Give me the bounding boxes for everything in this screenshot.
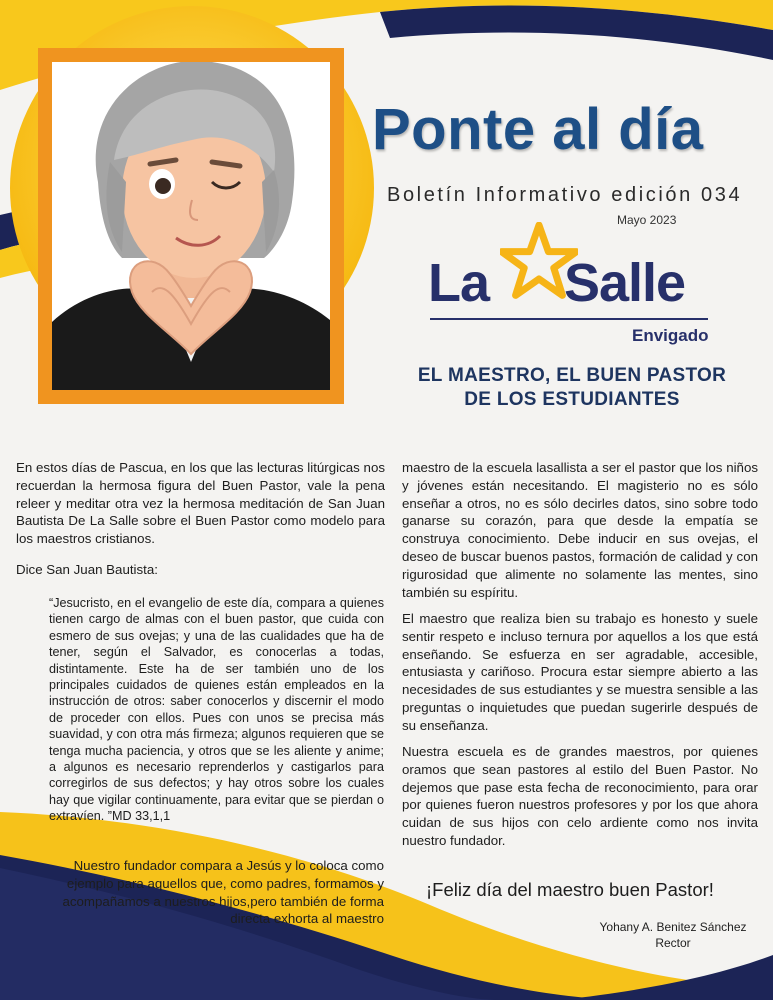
page-title: Ponte al día [372,97,704,162]
headline-line-2: DE LOS ESTUDIANTES [464,389,680,410]
signature-block [588,920,758,951]
right-paragraph-3: Nuestra escuela es de grandes maestros, por quienes oramos que sean pastores al estilo del Buen Pastor. No dejemos que pase esta fecha de reconocimiento, para orar por quienes fueron nuestros profesores y por los que ahora cuidan de sus hijos con celo ardiente como nos invita nuestro fundador. [402,744,758,848]
logo-text-la: La [428,253,490,313]
signer-name: Yohany A. Benitez Sánchez [599,920,747,934]
logo-divider [430,318,708,320]
right-paragraph-1: maestro de la escuela lasallista a ser el pastor que los niños y jóvenes están necesitando. El magisterio no es sólo enseñar a otros, no es sólo decirles datos, sino sobre todo ganarse su corazón, para que desde la empatía se construya conocimiento. Debe inducir en sus ovejas, el deseo de buscar buenos pastos, formación de calidad y con rigurosidad que alimente no solamente las mentes, sino también su espíritu. [402,460,758,600]
dice-line: Dice San Juan Bautista: [16,562,158,577]
intro-paragraph: En estos días de Pascua, en los que las lecturas litúrgicas nos recuerdan la hermosa figura del Buen Pastor, vale la pena releer y meditar otra vez la hermosa meditación de San Juan Bautista De La Salle sobre el Buen Pastor como modelo para los maestros cristianos. [16,460,385,547]
closing-paragraph: Nuestro fundador compara a Jesús y lo coloca como ejemplo para aquellos que, como padres, formamos y acompañamos a nuestros hijos,pero también de forma directa exhorta al maestro [62,858,384,927]
article-headline [372,364,772,412]
logo-text-salle: Salle [564,253,686,313]
signer-role: Rector [655,935,691,950]
newsletter-subtitle: Boletín Informativo edición 034 [387,184,743,206]
right-paragraph-2: El maestro que realiza bien su trabajo es honesto y suele sentir respeto e incluso ternura por aquellos a los que está enseñando. Se esfuerza en ser agradable, accesible, entusiasta y cariñoso. Procura estar siempre abierto a las necesidades de sus estudiantes y se muestra sensible a las preguntas o inquietudes que puedan sugerirle después de su enseñanza. [402,611,758,733]
headline-line-1: EL MAESTRO, EL BUEN PASTOR [417,365,727,386]
avatar-photo [52,62,330,390]
quote-paragraph: “Jesucristo, en el evangelio de este día, compara a quienes tienen cargo de almas con el buen pastor, que cuida con esmero de sus ovejas; y una de las cualidades que ha de tener, según el Salvador, es conocerlas a todas, distintamente. Este ha de ser también uno de los principales cuidados de quienes están empleados en la instrucción de otros: saber conocerlos y discernir el modo de proceder con ellos. Pues con unos se precisa más suavidad, y con otra más firmeza; algunos requieren que se tenga mucha paciencia, y otros que se les aliente y anime; a algunos es necesario reprenderlos y castigarlos para corregirlos de sus defectos; y hay otros sobre los cuales hay que vigilar continuamente, para evitar que se pierdan o extravíen. ”MD 33,1,1 [49,596,384,824]
issue-date: Mayo 2023 [617,213,677,227]
la-salle-logo [428,222,728,352]
avatar-illustration [52,62,330,390]
greeting-text: ¡Feliz día del maestro buen Pastor! [426,879,714,900]
logo-city: Envigado [632,326,709,345]
